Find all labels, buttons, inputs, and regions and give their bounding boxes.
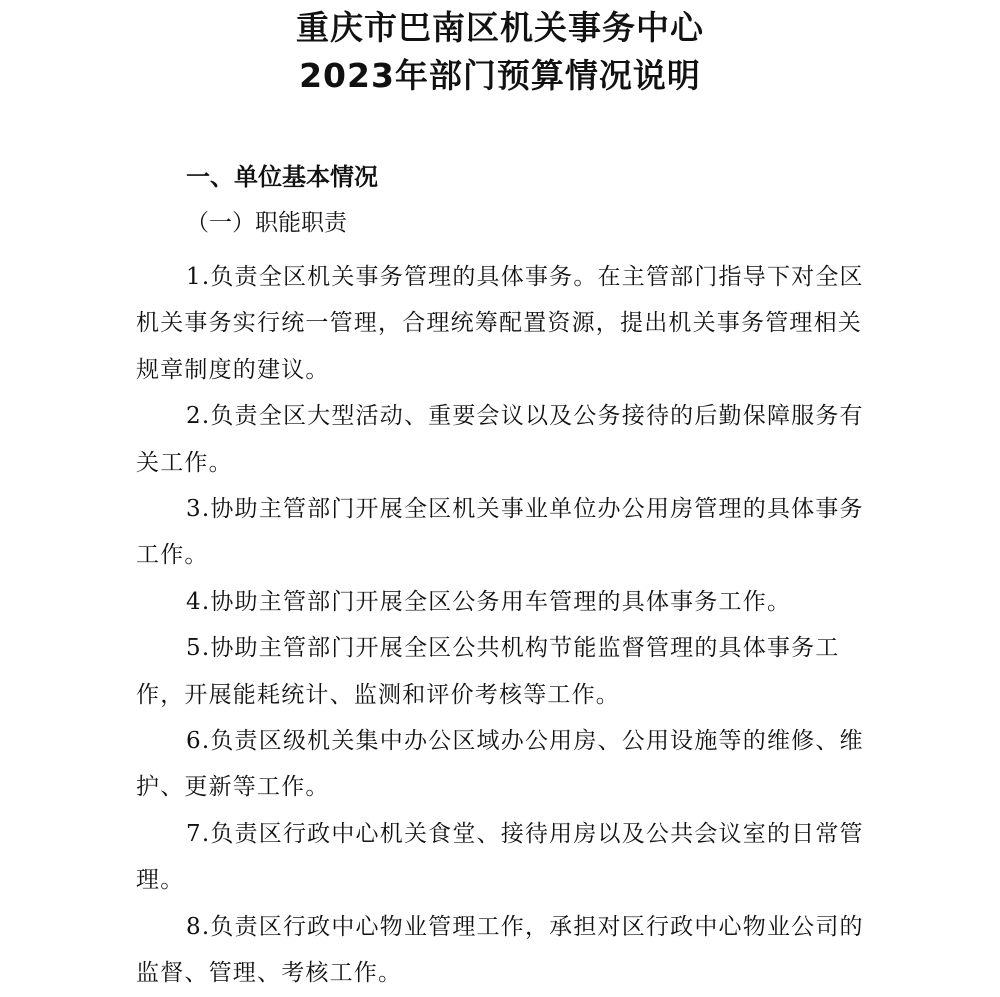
- paragraph-8: 8.负责区行政中心物业管理工作，承担对区行政中心物业公司的监督、管理、考核工作。: [136, 913, 864, 987]
- paragraph-4: 4.协助主管部门开展全区公务用车管理的具体事务工作。: [186, 588, 792, 615]
- paragraph-5: 5.协助主管部门开展全区公共机构节能监督管理的具体事务工作，开展能耗统计、监测和评价考核等工作。: [136, 635, 840, 708]
- paragraph-7: 7.负责区行政中心机关食堂、接待用房以及公共会议室的日常管理。: [136, 820, 864, 894]
- paragraph-6: 6.负责区级机关集中办公区域办公用房、公用设施等的维修、维护、更新等工作。: [136, 728, 864, 801]
- document-title-line-1: 重庆市巴南区机关事务中心: [296, 8, 704, 47]
- paragraph-1: 1.负责全区机关事务管理的具体事务。在主管部门指导下对全区机关事务实行统一管理，合理统筹配置资源，提出机关事务管理相关规章制度的建议。: [136, 264, 864, 383]
- sub-heading: （一）职能职责: [186, 210, 347, 236]
- paragraph-3: 3.协助主管部门开展全区机关事业单位办公用房管理的具体事务工作。: [136, 496, 864, 569]
- paragraph-2: 2.负责全区大型活动、重要会议以及公务接待的后勤保障服务有关工作。: [136, 403, 864, 476]
- body-text: [136, 254, 871, 997]
- section-heading: 一、单位基本情况: [186, 163, 378, 191]
- document-title-line-2: 2023年部门预算情况说明: [299, 56, 701, 95]
